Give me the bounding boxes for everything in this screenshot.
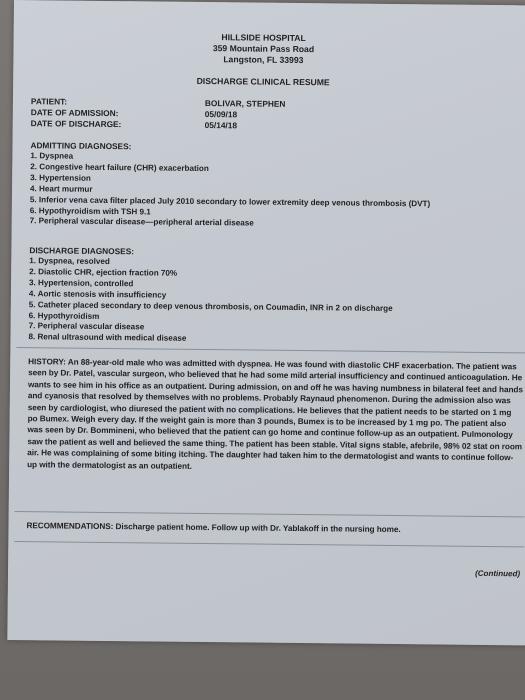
hospital-address-line2: Langston, FL 33993 [223,54,304,66]
list-item: 6. Hypothyroidism with TSH 9.1 [29,205,151,216]
list-item: 1. Dyspnea [30,151,74,161]
patient-label: PATIENT: [30,96,68,107]
discharge-date: 05/14/18 [204,120,238,131]
list-item: 4. Aortic stenosis with insufficiency [28,288,167,300]
list-item: 5. Inferior vena cava filter placed July 2010 secondary to lower extremity deep venous thrombosis (DVT) [29,194,431,208]
hospital-address-line1: 359 Mountain Pass Road [212,43,315,55]
admission-date-label: DATE OF ADMISSION: [30,107,119,119]
list-item: 5. Catheter placed secondary to deep venous thrombosis, on Coumadin, INR in 2 on discharge [28,299,393,313]
list-item: 2. Congestive heart failure (CHR) exacerbation [30,162,209,173]
list-item: 3. Hypertension, controlled [28,277,134,289]
discharge-diagnoses-list [28,256,393,347]
list-item: 7. Peripheral vascular disease—peripheral arterial disease [29,216,254,228]
discharge-diagnoses-heading: DISCHARGE DIAGNOSES: [29,245,135,257]
admission-date: 05/09/18 [204,109,238,120]
hospital-name: HILLSIDE HOSPITAL [221,32,306,44]
list-item: 1. Dyspnea, resolved [29,256,110,267]
document-page [7,0,525,646]
continued-note: (Continued) [475,568,521,579]
section-divider [16,347,525,353]
recommendations: RECOMMENDATIONS: Discharge patient home. Follow up with Dr. Yablakoff in the nursing home. [26,521,401,535]
list-item: 7. Peripheral vascular disease [28,321,145,332]
admitting-diagnoses-list [30,151,431,232]
document-title: DISCHARGE CLINICAL RESUME [196,75,330,88]
list-item: 6. Hypothyroidism [28,310,100,321]
discharge-date-label: DATE OF DISCHARGE: [30,118,122,130]
admitting-diagnoses-heading: ADMITTING DIAGNOSES: [30,140,132,152]
list-item: 3. Hypertension [30,172,91,183]
list-item: 2. Diastolic CHR, ejection fraction 70% [29,267,178,278]
list-item: 8. Renal ultrasound with medical disease [28,332,187,344]
section-divider [15,511,525,517]
section-divider [14,541,524,547]
history-paragraph: HISTORY: An 88-year-old male who was admitted with dyspnea. He was found with diastolic CHF exacerbation. The patient was seen by Dr. Patel, vascular surgeon, who believed that he had some mild arterial insufficiency and continued anticoagulation. He wants to see him in his office as an outpatient. During admission, on and off he was having numbness in bilateral feet and hands and cyanosis that resolved by themselves with no problems. Probably Raynaud phenomenon. During the admission also was seen by cardiologist, who diuresed the patient with no complications. He believes that the patient needs to be started on 1 mg po Bumex. Weigh every day. If the weight gain is more than 3 pounds, Bumex is to be increased by 1 mg po. The patient also was seen by Dr. Bommineni, who believed that the patient can go home and continue follow-up as an outpatient. Pulmonology saw the patient as well and believed the same thing. The patient has been stable. Vital signs stable, afebrile, 98% 02 stat on room air. He was complaining of some biting itching. The daughter had taken him to the dermatologist and wants to continue follow-up with the dermatologist as an outpatient. [27,357,523,471]
list-item: 4. Heart murmur [29,183,93,194]
patient-name: BOLIVAR, STEPHEN [204,98,286,109]
